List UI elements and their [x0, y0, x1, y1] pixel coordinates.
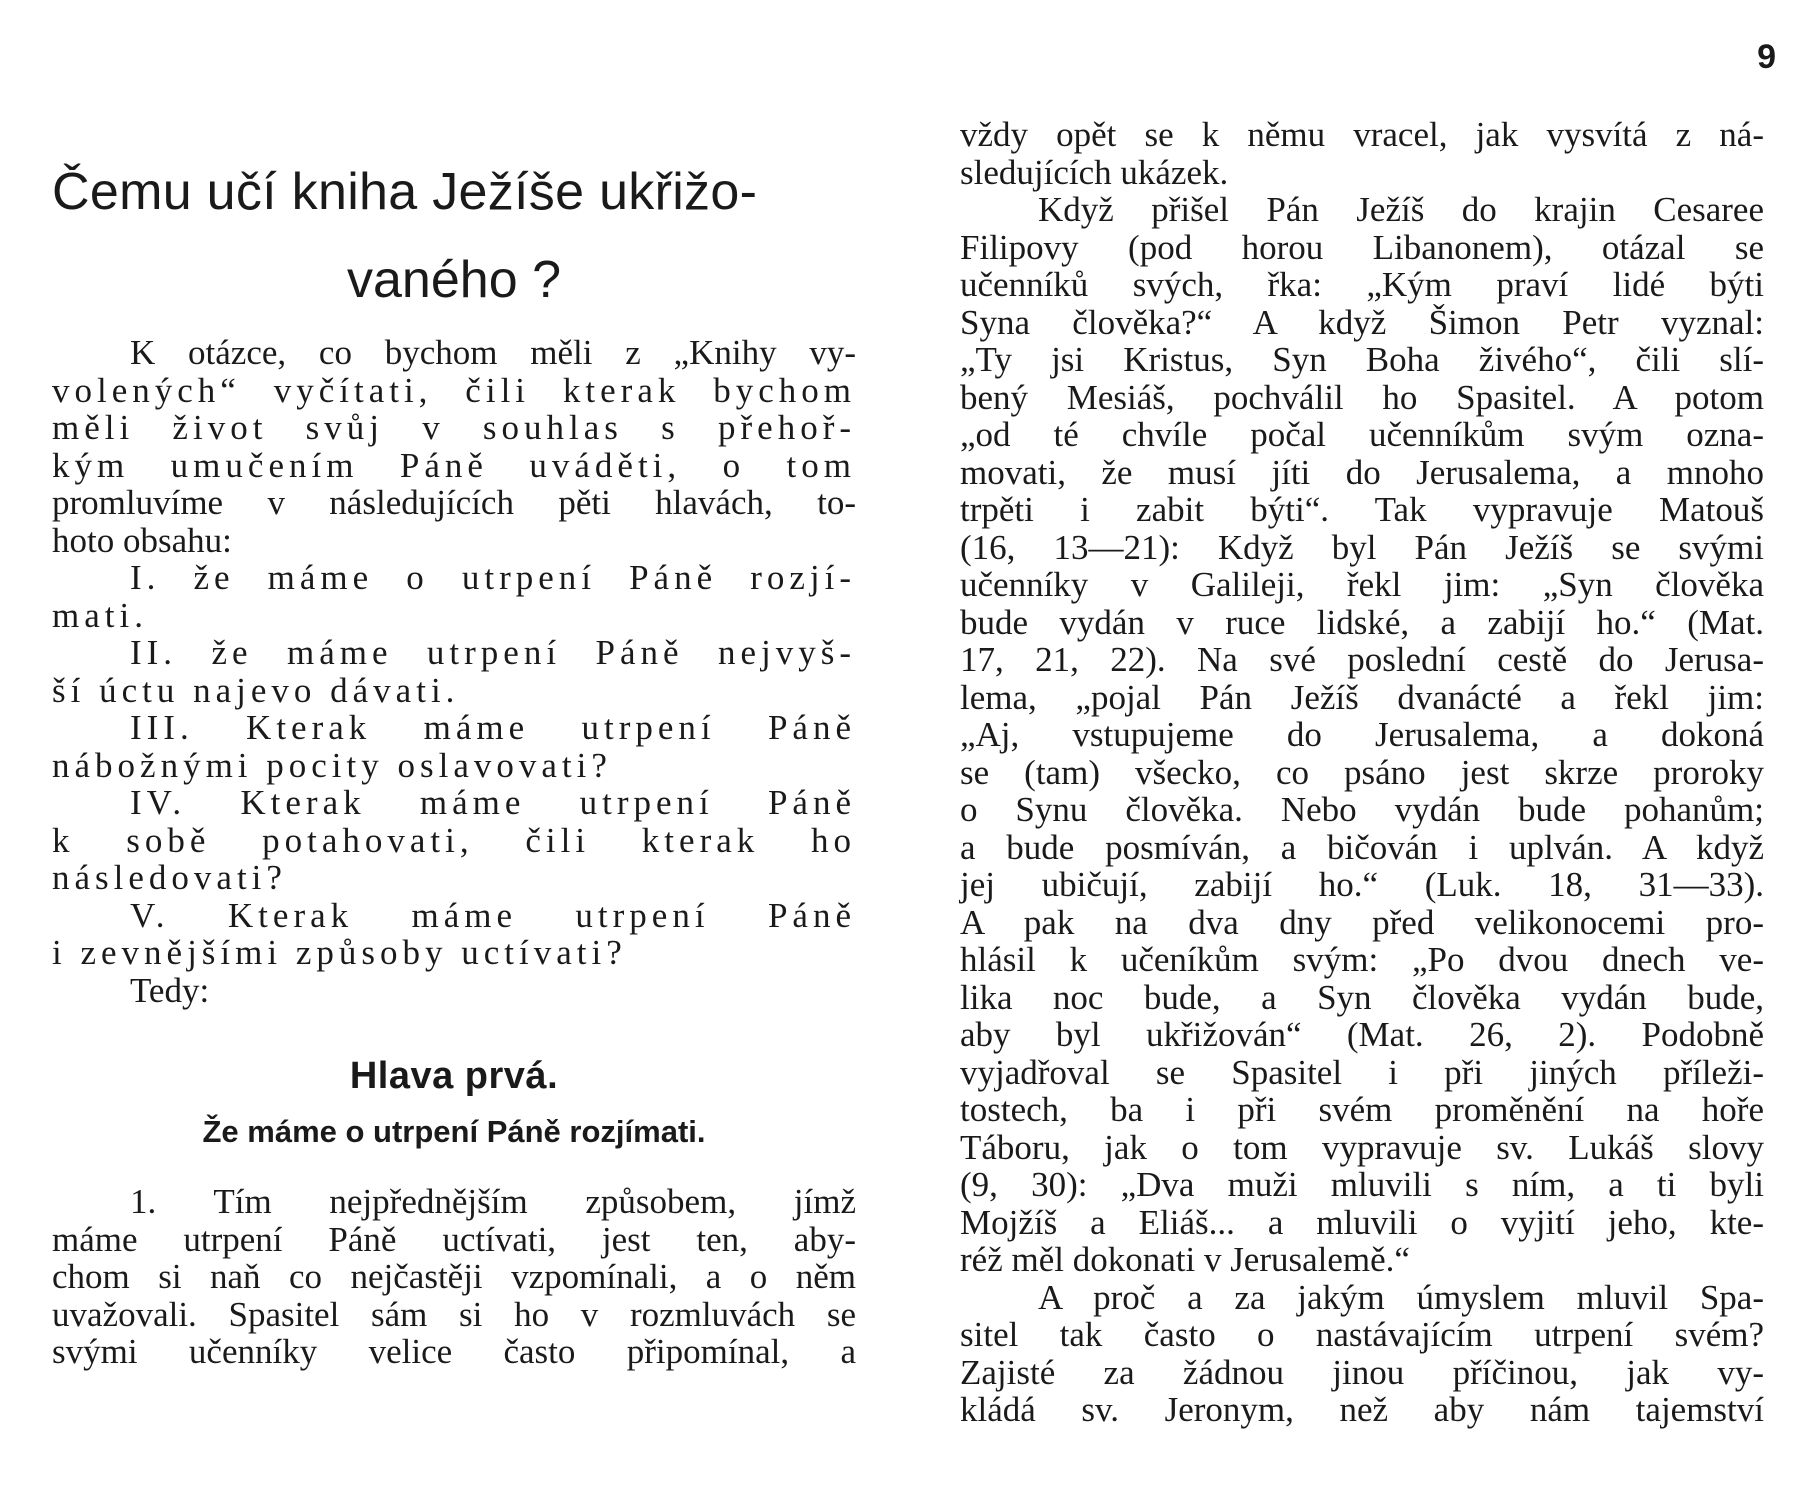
right-column [960, 116, 1764, 1429]
chapter-subtitle: Že máme o utrpení Páně rozjímati. [202, 1114, 706, 1149]
page-title-line-1: Čemu učí kniha Ježíše ukřižo- [52, 163, 758, 221]
text-line: movati, že musí jíti do Jerusalema, a mnoho [960, 452, 1764, 492]
outline-item-5: V. Kterak máme utrpení Páně [130, 895, 856, 935]
outline-item-4: IV. Kterak máme utrpení Páně [130, 783, 856, 822]
text-line: bený Mesiáš, pochválil ho Spasitel. A potom [960, 377, 1764, 417]
text-line: kládá sv. Jeronym, než aby nám tajemství [960, 1390, 1764, 1429]
text-line: bude vydán v ruce lidské, a zabijí ho.“ (Mat. [960, 602, 1764, 642]
text-line: máme utrpení Páně uctívati, jest ten, aby- [52, 1219, 856, 1259]
text-line: aby byl ukřižován“ (Mat. 26, 2). Podobně [960, 1015, 1764, 1054]
text-line: chom si naň co nejčastěji vzpomínali, a o něm [52, 1257, 856, 1296]
text-line: hoto obsahu: [52, 520, 232, 560]
outline-item-3: III. Kterak máme utrpení Páně [130, 708, 856, 747]
text-line: (9, 30): „Dva muži mluvili s ním, a ti byli [960, 1165, 1764, 1204]
outline-closing: Tedy: [130, 970, 210, 1010]
outline-item-3-cont: nábožnými pocity oslavovati? [52, 745, 612, 785]
text-line: lika noc bude, a Syn člověka vydán bude, [960, 977, 1764, 1017]
text-line: vždy opět se k němu vracel, jak vysvítá z ná- [960, 115, 1764, 154]
chapter-outline [52, 559, 856, 1009]
text-line: „Aj, vstupujeme do Jerusalema, a dokoná [960, 715, 1764, 754]
text-line: jej ubičují, zabijí ho.“ (Luk. 18, 31—33). [960, 865, 1764, 904]
text-line: uvažovali. Spasitel sám si ho v rozmluvách se [52, 1294, 856, 1334]
chapter-title: Hlava prvá. [349, 1055, 559, 1097]
outline-item-2: II. že máme utrpení Páně nejvyš- [130, 633, 856, 672]
outline-item-5-cont: i zevnějšími způsoby uctívati? [52, 933, 627, 972]
text-line: (16, 13—21): Když byl Pán Ježíš se svými [960, 527, 1764, 567]
text-line: sledujících ukázek. [960, 152, 1229, 192]
outline-item-1: I. že máme o utrpení Páně rozjí- [130, 558, 856, 597]
text-line: měli život svůj v souhlas s přehoř- [52, 408, 856, 447]
text-line: 1. Tím nejpřednějším způsobem, jímž [130, 1182, 856, 1221]
text-line: hlásil k učeníkům svým: „Po dvou dnech ve- [960, 940, 1764, 979]
page-number: 9 [1757, 38, 1776, 76]
page-title-line-2: vaného ? [347, 251, 561, 309]
text-line: učenníků svých, řka: „Kým praví lidé býti [960, 265, 1764, 304]
text-line: promluvíme v následujících pěti hlavách, to- [52, 483, 856, 522]
text-line: volených“ vyčítati, čili kterak bychom [52, 370, 856, 410]
outline-item-4-cont: následovati? [52, 858, 287, 897]
text-line: trpěti i zabit býti“. Tak vypravuje Matouš [960, 490, 1764, 529]
text-line: A proč a za jakým úmyslem mluvil Spa- [1038, 1277, 1764, 1317]
text-line: kým umučením Páně uváděti, o tom [52, 445, 856, 485]
text-line: A pak na dva dny před velikonocemi pro- [960, 902, 1764, 942]
text-line: svými učenníky velice často připomínal, a [52, 1332, 856, 1371]
outline-item-1-cont: mati. [52, 595, 148, 635]
text-line: sitel tak často o nastávajícím utrpení svém? [960, 1315, 1764, 1354]
text-line: Táboru, jak o tom vypravuje sv. Lukáš slovy [960, 1127, 1764, 1167]
outline-item-4-cont: k sobě potahovati, čili kterak ho [52, 820, 856, 860]
text-line: a bude posmíván, a bičován i uplván. A když [960, 827, 1764, 867]
text-line: Mojžíš a Eliáš... a mluvili o vyjití jeho, kte- [960, 1202, 1764, 1242]
text-line: vyjadřoval se Spasitel i při jiných příleži- [960, 1052, 1764, 1092]
text-line: Syna člověka?“ A když Šimon Petr vyznal: [960, 302, 1764, 342]
outline-item-2-cont: ší úctu najevo dávati. [52, 670, 460, 710]
text-line: K otázce, co bychom měli z „Knihy vy- [130, 333, 856, 372]
body-paragraph [52, 1183, 856, 1371]
text-line: 17, 21, 22). Na své poslední cestě do Jerusa- [960, 640, 1764, 679]
text-line: lema, „pojal Pán Ježíš dvanácté a řekl jim: [960, 677, 1764, 717]
intro-paragraph [52, 334, 856, 559]
text-line: učenníky v Galileji, řekl jim: „Syn člověka [960, 565, 1764, 604]
text-line: o Synu člověka. Nebo vydán bude pohanům; [960, 790, 1764, 829]
text-line: Filipovy (pod horou Libanonem), otázal se [960, 227, 1764, 267]
text-line: „Ty jsi Kristus, Syn Boha živého“, čili slí- [960, 340, 1764, 379]
text-line: „od té chvíle počal učenníkům svým ozna- [960, 415, 1764, 454]
text-line: Zajisté za žádnou jinou příčinou, jak vy- [960, 1352, 1764, 1392]
text-line: Když přišel Pán Ježíš do krajin Cesaree [1038, 190, 1764, 229]
text-line: réž měl dokonati v Jerusalemě.“ [960, 1240, 1410, 1279]
text-line: tostech, ba i při svém proměnění na hoře [960, 1090, 1764, 1129]
text-line: se (tam) všecko, co psáno jest skrze proroky [960, 752, 1764, 792]
